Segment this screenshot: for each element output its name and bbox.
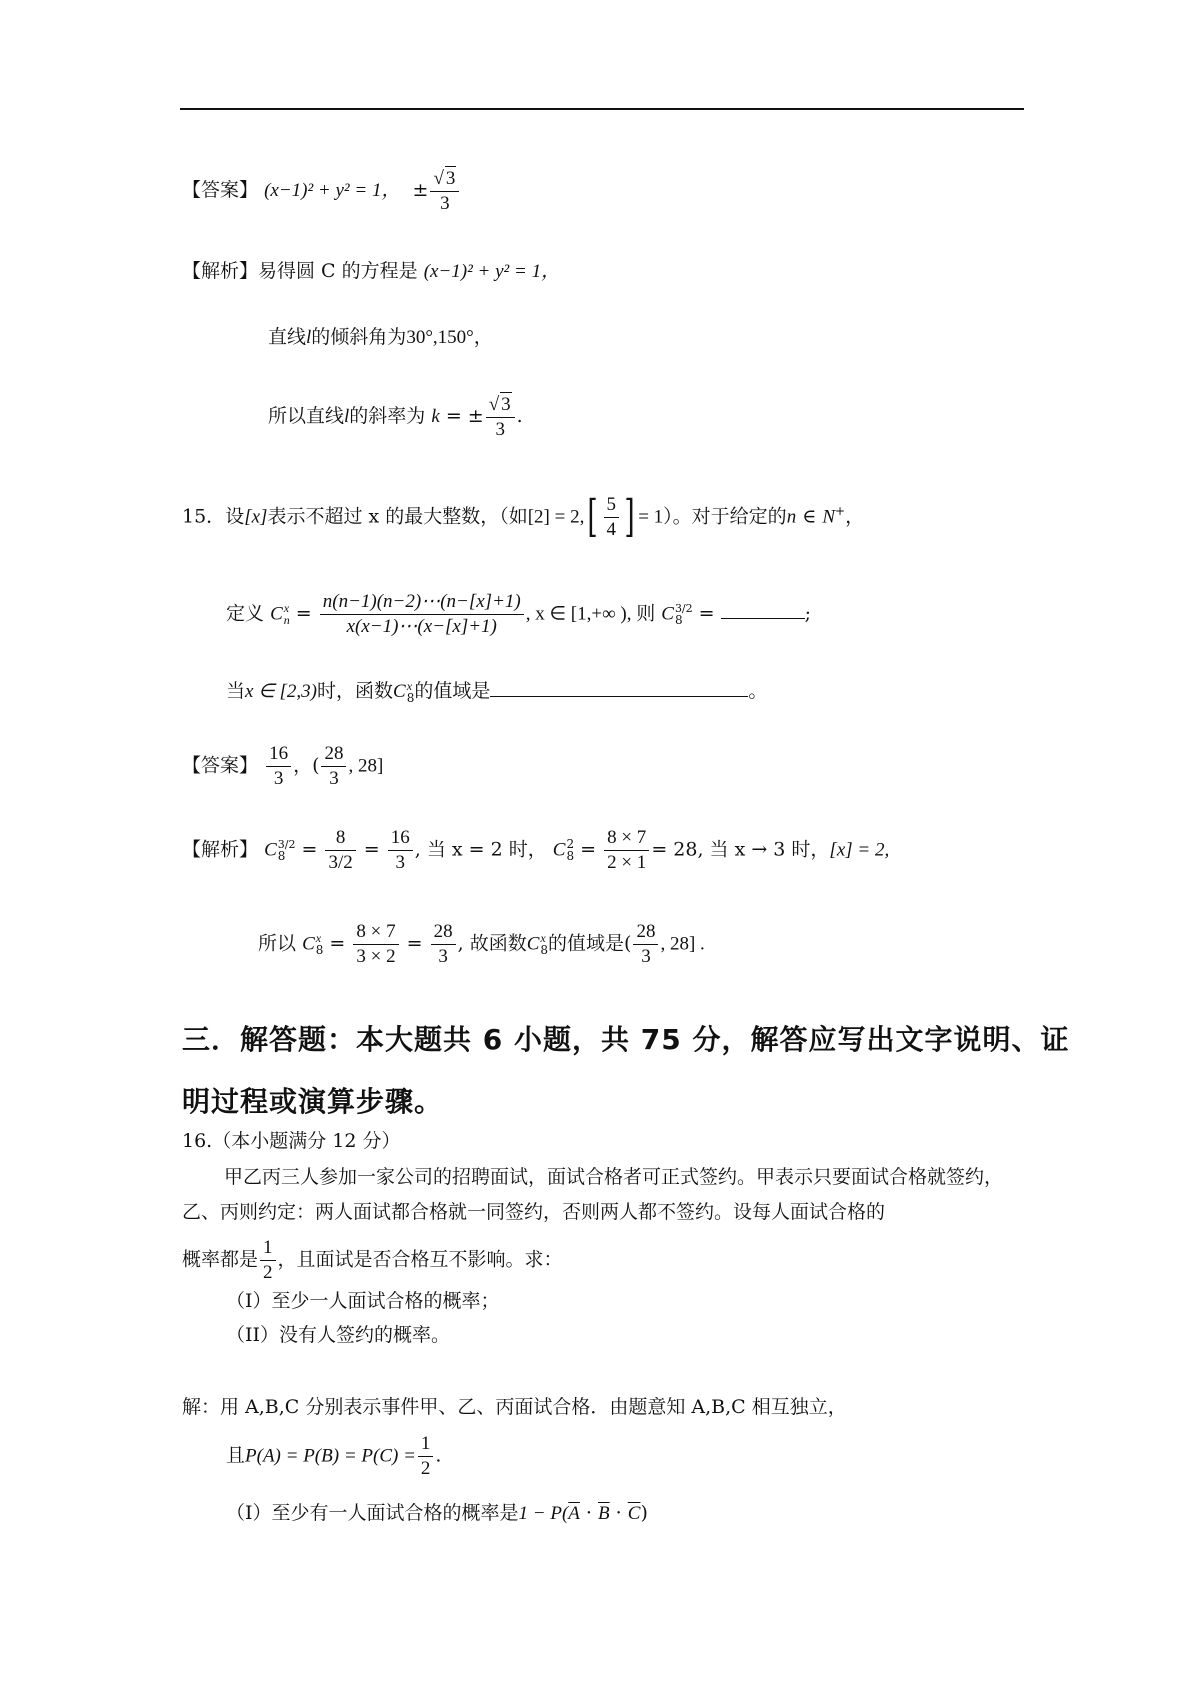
q15-definition: 定义 C x n = $\frac{n(n-1)(n-2)\cdots(n-[x]+1)}{x(x-1)\cdots(x-[x]+1)}$ , x ∈ [1,+∞ ), 则 C 3/2 8 = ;: [226, 591, 812, 637]
fraction: $\frac{5}{4}$: [604, 493, 620, 542]
q15-answer: 【答案】 $\frac{16}{3}$ ，( $\frac{28}{3}$ , 28]: [182, 743, 384, 789]
q15-solution: 【解析】 C 3/2 8 = $\frac{8}{3/2}$ = $\frac{16}{3}$ , 当 x = 2 时， C 2 8 = $\frac{8 \times 7}{2 \times 1}$ = 28, 当 x → 3 时，[x] = 2,: [182, 827, 890, 873]
fraction: $\frac{16}{3}$: [388, 826, 413, 875]
fraction: $\frac{√ 3}{3}$: [430, 166, 459, 216]
q14-solution-line2: 直线l的倾斜角为30°,150°，: [268, 326, 493, 348]
q15-stem: 15．设[x]表示不超过 x 的最大整数，（如[2] = 2,[ $\frac{5}{4}$ ] = 1）。对于给定的n ∈ N+，: [182, 491, 865, 543]
q15-range-question: 当x ∈ [2,3)时，函数C x 8 的值域是 。: [226, 679, 768, 705]
answer-blank[interactable]: [490, 695, 748, 697]
q16-solution: 解：用 A,B,C 分别表示事件甲、乙、丙面试合格．由题意知 A,B,C 相互独立，: [182, 1396, 847, 1418]
fraction: $\frac{1}{2}$: [260, 1236, 276, 1285]
q16-item-2: （II）没有人签约的概率。: [226, 1324, 451, 1346]
fraction: $\frac{28}{3}$: [431, 920, 456, 969]
q16-item-1: （I）至少一人面试合格的概率；: [226, 1290, 500, 1312]
section-heading: 三．解答题：本大题共 6 小题，共 75 分，解答应写出文字说明、证: [182, 1023, 1070, 1056]
fraction: $\frac{28}{3}$: [633, 920, 658, 969]
fraction: $\frac{16}{3}$: [266, 742, 291, 791]
q16-solution-line3: （I）至少有一人面试合格的概率是$1 - P(\overline{A} \cdot \overline{B} \cdot \overline{C})$: [226, 1502, 648, 1524]
fraction: $\frac{n(n-1)(n-2)\cdots(n-[x]+1)}{x(x-1)\cdots(x-[x]+1)}$: [320, 590, 524, 639]
fraction: $\frac{8}{3/2}$: [325, 826, 355, 875]
q14-answer: 【答案】 (x−1)² + y² = 1， ± $\frac{√ 3}{3}$: [182, 166, 461, 216]
q16-paragraph: 甲乙丙三人参加一家公司的招聘面试，面试合格者可正式签约。甲表示只要面试合格就签约，乙、丙则约定：两人面试都合格就一同签约，否则两人都不签约。设每人面试合格的: [182, 1166, 1004, 1223]
q14-solution: 【解析】易得圆 C 的方程是 (x−1)² + y² = 1，: [182, 260, 561, 282]
fraction: $\frac{28}{3}$: [321, 742, 346, 791]
fraction: $\frac{8 \times 7}{3 \times 2}$: [353, 920, 398, 969]
q15-solution-line2: 所以 C x 8 = $\frac{8 \times 7}{3 \times 2}$ = $\frac{28}{3}$ , 故函数C x 8 的值域是( $\frac{28}{3}$ , 28] .: [258, 921, 705, 967]
header-rule: [180, 108, 1024, 110]
fraction: $\frac{8 \times 7}{2 \times 1}$: [604, 826, 649, 875]
q16-solution-line2: 且P(A) = P(B) = P(C) = $\frac{1}{2}$ .: [226, 1433, 442, 1479]
q16-paragraph-tail: 概率都是 $\frac{1}{2}$ ，且面试是否合格互不影响。求：: [182, 1237, 563, 1283]
q16-title: 16.（本小题满分 12 分）: [182, 1130, 401, 1152]
fraction: $\frac{1}{2}$: [418, 1432, 434, 1481]
fraction: $\frac{√ 3}{3}$: [486, 392, 515, 442]
q14-solution-line3: 所以直线l的斜率为 k = ± $\frac{√ 3}{3}$ .: [268, 394, 523, 440]
section-heading-line2: 明过程或演算步骤。: [182, 1085, 444, 1118]
answer-blank[interactable]: [721, 617, 805, 619]
